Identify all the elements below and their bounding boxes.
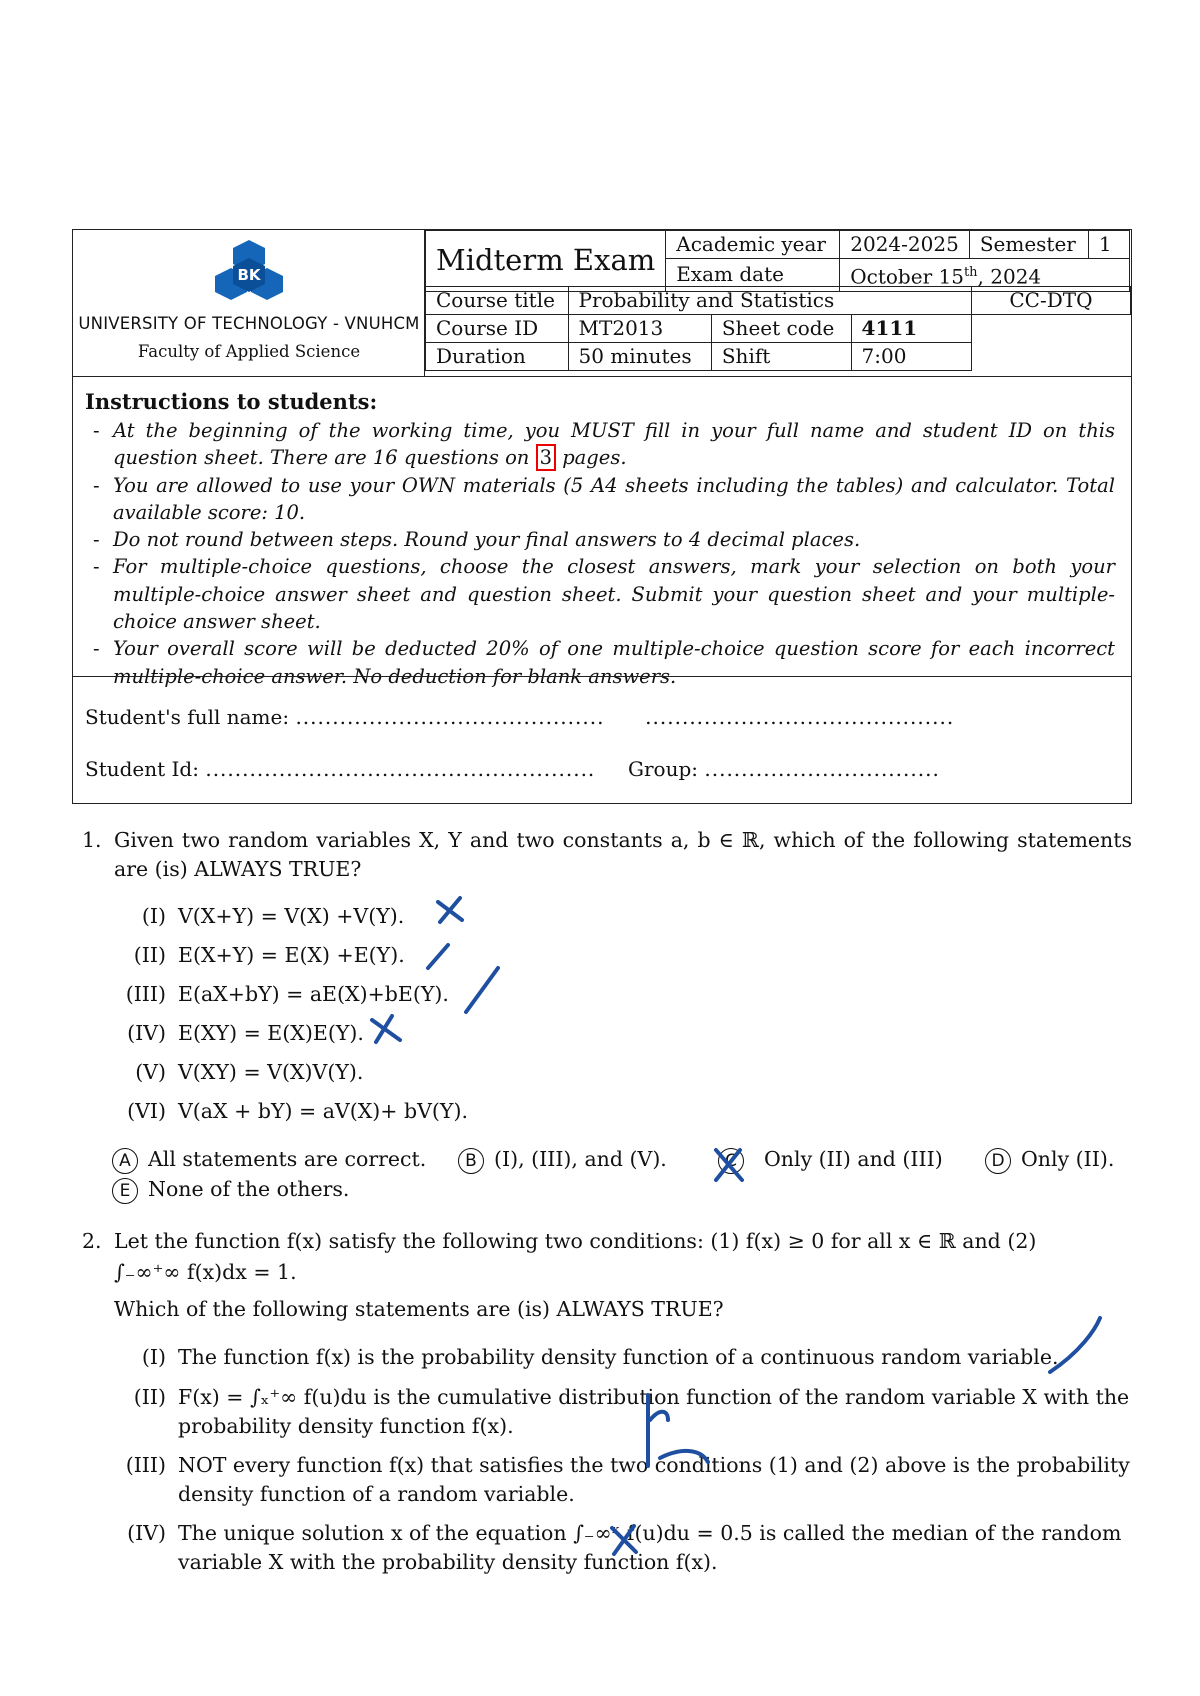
sheet-code-value: 4111 <box>851 315 971 343</box>
course-title-label: Course title <box>426 287 569 315</box>
duration-value: 50 minutes <box>568 343 711 371</box>
integral-note-icon <box>648 1395 708 1466</box>
question-text-integral: ∫₋∞⁺∞ f(x)dx = 1. <box>114 1260 297 1284</box>
statement-item: (III) E(aX+bY) = aE(X)+bE(Y). <box>125 982 449 1006</box>
option-a[interactable]: A All statements are correct. <box>112 1147 426 1174</box>
statement-item: (II) E(X+Y) = E(X) +E(Y). <box>133 943 405 967</box>
instructions-title: Instructions to students: <box>85 389 378 414</box>
cross-mark-icon <box>372 1016 400 1042</box>
course-id-label: Course ID <box>426 315 569 343</box>
statement-item: (II) F(x) = ∫ₓ⁺∞ f(u)du is the cumulative distribution function of the random variable X with the <box>133 1385 1130 1409</box>
option-c[interactable]: C Only (II) and (III) <box>718 1147 943 1174</box>
question-number: 1. <box>82 828 102 852</box>
question-number: 2. <box>82 1229 102 1253</box>
duration-label: Duration <box>426 343 569 371</box>
statement-item: (V) V(XY) = V(X)V(Y). <box>135 1060 364 1084</box>
statement-item: (VI) V(aX + bY) = aV(X)+ bV(Y). <box>127 1099 468 1123</box>
course-title-value: Probability and Statistics <box>568 287 971 315</box>
exam-date-value: October 15th, 2024 <box>840 259 1130 292</box>
student-name-label: Student's full name: <box>85 705 290 729</box>
shift-label: Shift <box>711 343 851 371</box>
academic-year-label: Academic year <box>666 231 840 259</box>
instruction-item: - Do not round between steps. Round your final answers to 4 decimal places. <box>85 526 1115 553</box>
question-text: Let the function f(x) satisfy the following two conditions: (1) f(x) ≥ 0 for all x ∈ ℝ and (2) <box>114 1229 1037 1253</box>
sheet-code-label: Sheet code <box>711 315 851 343</box>
statement-item: (I) The function f(x) is the probability density function of a continuous random variable. <box>141 1345 1059 1369</box>
instruction-item: - Your overall score will be deducted 20% of one multiple-choice question score for each incorrect multiple-choice answer. No deduction for blank answers. <box>85 635 1115 690</box>
statement-item: (I) V(X+Y) = V(X) +V(Y). <box>141 904 405 928</box>
option-d[interactable]: D Only (II). <box>985 1147 1114 1174</box>
shift-value: 7:00 <box>851 343 971 371</box>
instruction-item: - At the beginning of the working time, you MUST fill in your full name and student ID on this question sheet. There are 16 questions on 3 pages. <box>85 417 1115 472</box>
check-mark-icon <box>428 945 448 968</box>
check-mark-icon <box>466 968 498 1012</box>
group-label: Group: <box>628 757 699 781</box>
exam-title: Midterm Exam <box>426 231 666 292</box>
course-id-value: MT2013 <box>568 315 711 343</box>
faculty-name: Faculty of Applied Science <box>137 342 361 361</box>
option-b[interactable]: B (I), (III), and (V). <box>458 1147 667 1174</box>
option-e[interactable]: E None of the others. <box>112 1177 349 1204</box>
statement-item: (III) NOT every function f(x) that satisfies the two conditions (1) and (2) above is the probability <box>125 1453 1130 1477</box>
statement-item-cont: probability density function f(x). <box>178 1414 514 1438</box>
statement-item-cont: density function of a random variable. <box>178 1482 575 1506</box>
statement-item: (IV) E(XY) = E(X)E(Y). <box>127 1021 364 1045</box>
check-mark-icon <box>1050 1318 1100 1372</box>
program-code: CC-DTQ <box>971 287 1130 315</box>
page-count-highlight: 3 <box>536 444 556 471</box>
answer-cross-icon <box>716 1150 742 1180</box>
university-name: UNIVERSITY OF TECHNOLOGY - VNUHCM <box>78 314 420 333</box>
question-prompt: Which of the following statements are (is) ALWAYS TRUE? <box>114 1297 724 1321</box>
exam-date-label: Exam date <box>666 259 840 292</box>
instruction-item: - For multiple-choice questions, choose the closest answers, mark your selection on both your multiple-choice answer sheet and question sheet. Submit your question sheet and your multiple-choice answer sheet. <box>85 553 1115 635</box>
cross-mark-icon <box>612 1526 636 1554</box>
statement-item: (IV) The unique solution x of the equation ∫₋∞ˣ f(u)du = 0.5 is called the median of the random <box>127 1521 1122 1545</box>
svg-text:BK: BK <box>237 266 261 284</box>
instruction-item: - You are allowed to use your OWN materials (5 A4 sheets including the tables) and calculator. Total available score: 10. <box>85 472 1115 527</box>
student-id-line[interactable]: Student Id: ..................................................... Group: ................................ <box>85 757 940 781</box>
semester-label: Semester <box>969 231 1088 259</box>
student-name-line[interactable]: Student's full name: .......................................... .......................................... <box>85 705 955 729</box>
semester-value: 1 <box>1088 231 1129 259</box>
statement-item-cont: variable X with the probability density function f(x). <box>178 1550 718 1574</box>
academic-year-value: 2024-2025 <box>840 231 970 259</box>
cross-mark-icon <box>438 898 462 922</box>
student-id-label: Student Id: <box>85 757 199 781</box>
question-text: Given two random variables X, Y and two constants a, b ∈ ℝ, which of the following statements are (is) ALWAYS TRUE? <box>114 828 1132 881</box>
